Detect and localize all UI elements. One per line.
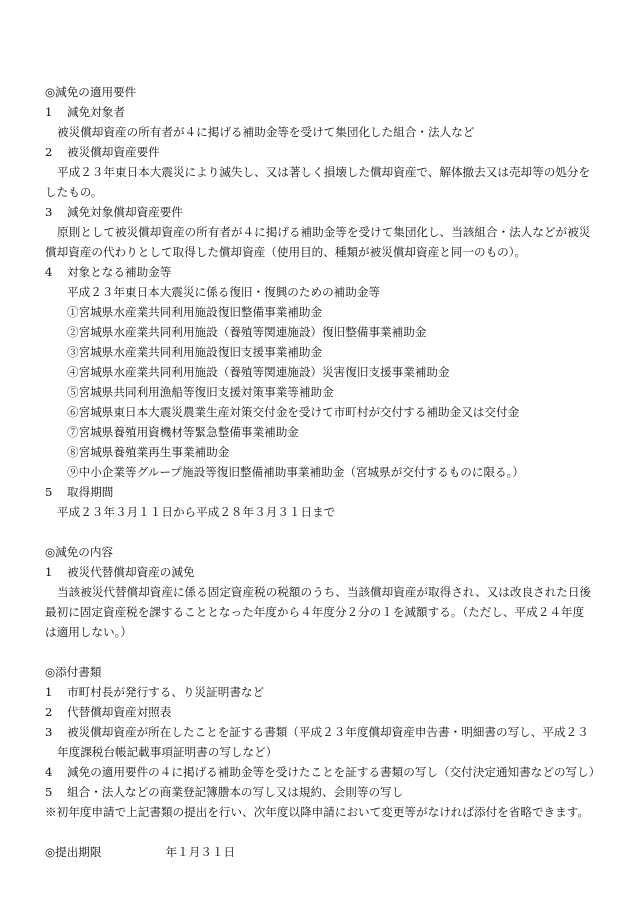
grant-item: ①宮城県水産業共同利用施設復旧整備事業補助金 xyxy=(67,305,323,319)
section-heading-attachments: ◎添付書類 xyxy=(45,665,102,679)
grant-item: ⑨中小企業等グループ施設等復旧整備補助事業補助金（宮城県が交付するものに限る。） xyxy=(67,465,525,479)
attachment-item-5: 5 組合・法人などの商業登記簿謄本の写し又は規約、会則等の写し xyxy=(45,785,404,799)
grant-item: ④宮城県水産業共同利用施設（養殖等関連施設）災害復旧支援事業補助金 xyxy=(67,365,450,379)
grant-item: ⑥宮城県東日本大震災農業生産対策交付金を受けて市町村が交付する補助金又は交付金 xyxy=(67,405,520,419)
item-2-body-line2: したもの。 xyxy=(45,185,103,199)
content-body-line2: 最初に固定資産税を課することとなった年度から４年度分２分の１を減額する。（ただし、平成２４年度 xyxy=(45,605,585,619)
grant-item: ⑧宮城県養殖業再生事業補助金 xyxy=(67,445,230,459)
attachment-item-1: 1 市町村長が発行する、り災証明書など xyxy=(45,685,265,699)
attachment-item-2: 2 代替償却資産対照表 xyxy=(45,705,172,719)
item-4-intro: 平成２３年東日本大震災に係る復旧・復興のための補助金等 xyxy=(67,285,381,299)
item-3-body-line2: 償却資産の代わりとして取得した償却資産（使用目的、種類が被災償却資産と同一のもの）。 xyxy=(45,245,527,259)
content-item-1-title: 1 被災代替償却資産の減免 xyxy=(45,565,195,579)
grant-item: ②宮城県水産業共同利用施設（養殖等関連施設）復旧整備事業補助金 xyxy=(67,325,427,339)
item-2-body-line1: 平成２３年東日本大震災により滅失し、又は著しく損壊した償却資産で、解体撤去又は売却等の処分を xyxy=(57,165,591,179)
deadline-value: 年１月３１日 xyxy=(165,845,236,859)
attachment-item-3-cont: 年度課税台帳記載事項証明書の写しなど） xyxy=(57,745,278,759)
attachment-note: ※初年度申請で上記書類の提出を行い、次年度以降申請において変更等がなければ添付を省略できます。 xyxy=(45,805,589,819)
section-heading-requirements: ◎減免の適用要件 xyxy=(45,85,137,99)
item-3-title: 3 減免対象償却資産要件 xyxy=(45,205,183,219)
item-1-body: 被災償却資産の所有者が４に掲げる補助金等を受けて集団化した組合・法人など xyxy=(57,125,475,139)
grant-item: ⑦宮城県養殖用資機材等緊急整備事業補助金 xyxy=(67,425,299,439)
item-5-body: 平成２３年３月１１日から平成２８年３月３１日まで xyxy=(57,505,336,519)
content-body-line3: は適用しない。） xyxy=(45,625,132,639)
item-2-title: 2 被災償却資産要件 xyxy=(45,145,160,159)
content-body-line1: 当該被災代替償却資産に係る固定資産税の税額のうち、当該償却資産が取得され、又は改良された日後 xyxy=(57,585,592,599)
item-4-title: 4 対象となる補助金等 xyxy=(45,265,172,279)
attachment-item-3: 3 被災償却資産が所在したことを証する書類（平成２３年度償却資産申告書・明細書の写し、平成２３ xyxy=(45,725,589,739)
attachment-item-4: 4 減免の適用要件の４に掲げる補助金等を受けたことを証する書類の写し（交付決定通知書などの写し） xyxy=(45,765,601,779)
grant-item: ⑤宮城県共同利用漁船等復旧支援対策事業等補助金 xyxy=(67,385,334,399)
item-1-title: 1 減免対象者 xyxy=(45,105,125,119)
item-3-body-line1: 原則として被災償却資産の所有者が４に掲げる補助金等を受けて集団化し、当該組合・法人などが被災 xyxy=(57,225,591,239)
grant-item: ③宮城県水産業共同利用施設復旧支援事業補助金 xyxy=(67,345,323,359)
section-heading-content: ◎減免の内容 xyxy=(45,545,114,559)
item-5-title: 5 取得期間 xyxy=(45,485,114,499)
deadline-line xyxy=(45,842,235,862)
deadline-label: ◎提出期限 xyxy=(45,845,102,859)
